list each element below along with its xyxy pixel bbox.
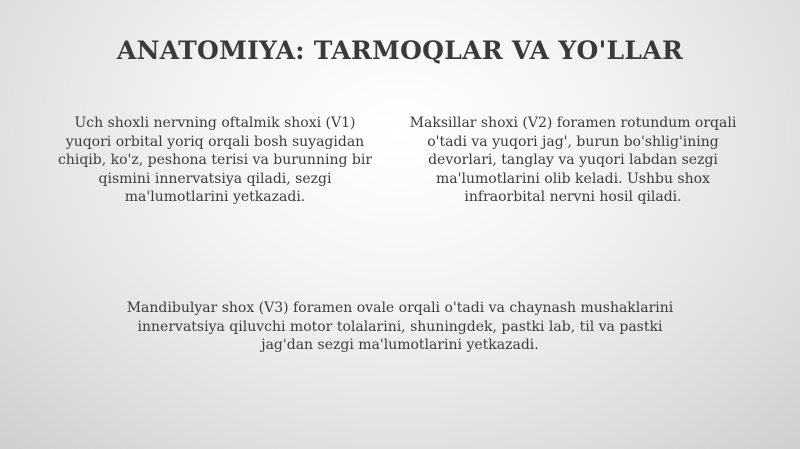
paragraph-v1-ophthalmic: Uch shoxli nervning oftalmik shoxi (V1) yuqori orbital yoriq orqali bosh suyagidan chiqib, ko'z, peshona terisi va burunning bir qismini innervatsiya qiladi, sezgi ma'lumotlarini yetkazadi. [57,115,373,205]
slide-title: ANATOMIYA: TARMOQLAR VA YO'LLAR [116,36,684,65]
paragraph-v2-maxillary: Maksillar shoxi (V2) foramen rotundum orqali o'tadi va yuqori jag', burun bo'shlig'ining devorlari, tanglay va yuqori labdan sezgi ma'lumotlarini olib keladi. Ushbu shox infraorbital nervni hosil qiladi. [409,115,737,205]
paragraph-v3-mandibular: Mandibulyar shox (V3) foramen ovale orqali o'tadi va chaynash mushaklarini innervatsiya qiluvchi motor tolalarini, shuningdek, pastki lab, til va pastki jag'dan sezgi ma'lumotlarini yetkazadi. [126,300,674,353]
